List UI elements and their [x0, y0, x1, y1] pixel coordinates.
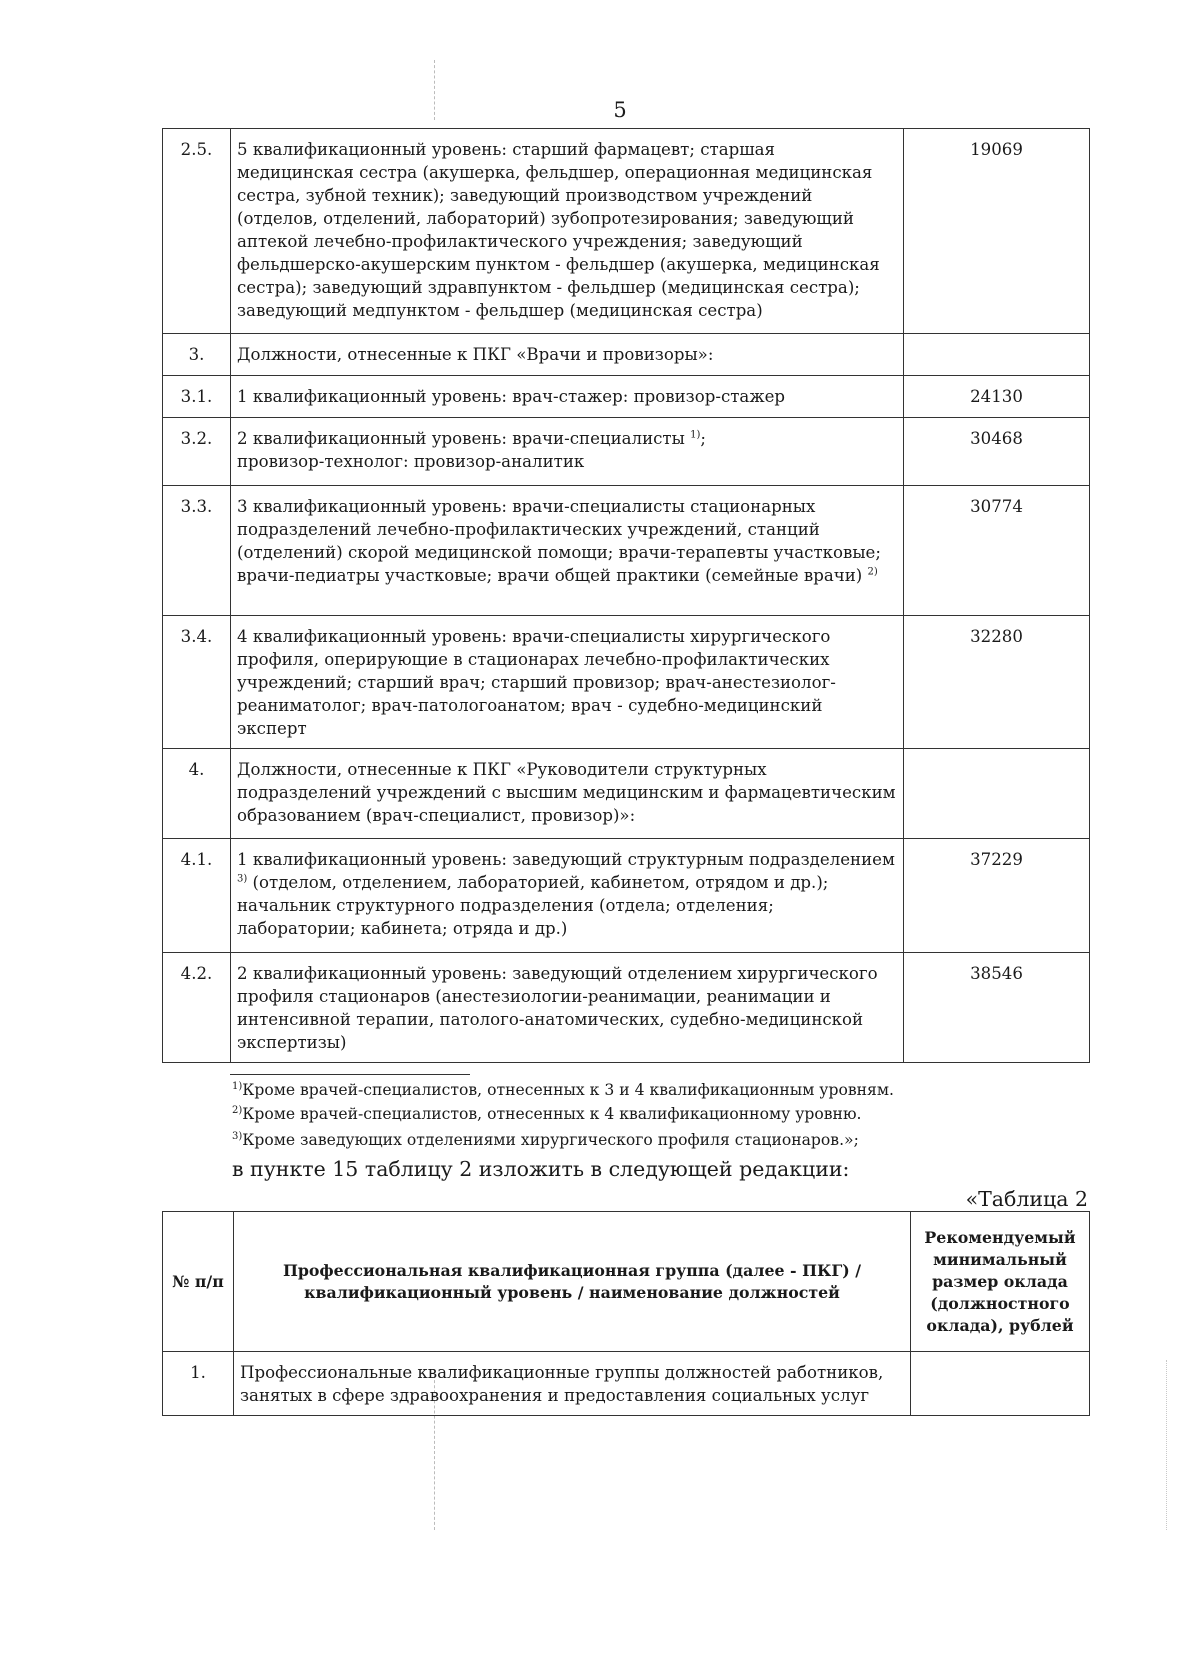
footnote-mark: 1): [232, 1080, 243, 1092]
position-description: 5 квалификационный уровень: старший фармацевт; старшая медицинская сестра (акушерка, фельдшер, операционная медицинская сестра, зубной техник); заведующий производством учреждений (отделов, отделений, лабораторий) зубопротезирования; заведующий аптекой лечебно-профилактического учреждения; заведующий фельдшерско-акушерским пунктом - фельдшер (акушерка, медицинская сестра); заведующий здравпунктом - фельдшер (медицинская сестра); заведующий медпунктом - фельдшер (медицинская сестра): [231, 129, 904, 334]
row-number: 3.: [163, 334, 231, 376]
position-description: [231, 486, 904, 616]
row-number: 3.3.: [163, 486, 231, 616]
row-number: 4.: [163, 749, 231, 839]
footnote-mark: 2): [232, 1104, 243, 1116]
description-text: 3 квалификационный уровень: врачи-специалисты стационарных подразделений лечебно-профилактических учреждений, станций (отделений) скорой медицинской помощи; врачи-терапевты участковые; врачи-педиатры участковые; врачи общей практики (семейные врачи): [237, 497, 881, 585]
footnote: [232, 1080, 894, 1100]
column-header-number: № п/п: [163, 1212, 234, 1352]
salary-value: 30468: [904, 418, 1090, 486]
position-description: Профессиональные квалификационные группы должностей работников, занятых в сфере здравоохранения и предоставления социальных услуг: [234, 1352, 911, 1416]
salary-value: [904, 334, 1090, 376]
row-number: 3.4.: [163, 616, 231, 749]
salary-value: 19069: [904, 129, 1090, 334]
table-row: [163, 486, 1090, 616]
table-header-row: [163, 1212, 1090, 1352]
row-number: 4.1.: [163, 839, 231, 953]
table-row: [163, 839, 1090, 953]
footnote: [232, 1104, 861, 1124]
row-number: 4.2.: [163, 953, 231, 1063]
table-row: [163, 953, 1090, 1063]
footnote-mark: 3): [232, 1130, 243, 1142]
scan-artifact: [1166, 1360, 1167, 1530]
page-number: 5: [613, 98, 627, 122]
footnote: [232, 1130, 859, 1150]
table-row: [163, 418, 1090, 486]
description-text: 2 квалификационный уровень: врачи-специалисты: [237, 429, 685, 448]
description-text: провизор-технолог: провизор-аналитик: [237, 452, 585, 471]
table-row: [163, 616, 1090, 749]
salary-value: [911, 1352, 1090, 1416]
position-description: [231, 839, 904, 953]
row-number: 3.2.: [163, 418, 231, 486]
salary-value: 24130: [904, 376, 1090, 418]
salary-value: 30774: [904, 486, 1090, 616]
column-header-salary: Рекомендуемый минимальный размер оклада (должностного оклада), рублей: [911, 1212, 1090, 1352]
footnote-text: Кроме заведующих отделениями хирургического профиля стационаров.»;: [242, 1131, 859, 1149]
row-number: 3.1.: [163, 376, 231, 418]
footnote-ref: 3): [237, 873, 248, 885]
salary-value: 32280: [904, 616, 1090, 749]
amendment-instruction: в пункте 15 таблицу 2 изложить в следующей редакции:: [232, 1157, 850, 1181]
position-description: 4 квалификационный уровень: врачи-специалисты хирургического профиля, оперирующие в стационарах лечебно-профилактических учреждений; старший врач; старший провизор; врач-анестезиолог-реаниматолог; врач-патологоанатом; врач - судебно-медицинский эксперт: [231, 616, 904, 749]
salary-table-1: [162, 128, 1090, 1063]
row-number: 2.5.: [163, 129, 231, 334]
salary-value: 37229: [904, 839, 1090, 953]
table-row: [163, 376, 1090, 418]
position-description: [231, 418, 904, 486]
description-text: ;: [700, 429, 706, 448]
footnote-divider: [230, 1074, 470, 1075]
position-description: 1 квалификационный уровень: врач-стажер: провизор-стажер: [231, 376, 904, 418]
row-number: 1.: [163, 1352, 234, 1416]
footnote-ref: 1): [690, 429, 701, 441]
position-description: 2 квалификационный уровень: заведующий отделением хирургического профиля стационаров (анестезиологии-реанимации, реанимации и интенсивной терапии, патолого-анатомических, судебно-медицинской экспертизы): [231, 953, 904, 1063]
description-text: (отделом, отделением, лабораторией, кабинетом, отрядом и др.); начальник структурного подразделения (отдела; отделения; лаборатории; кабинета; отряда и др.): [237, 873, 829, 938]
position-description: Должности, отнесенные к ПКГ «Врачи и провизоры»:: [231, 334, 904, 376]
salary-table-2: [162, 1211, 1090, 1416]
table-row: [163, 129, 1090, 334]
footnote-text: Кроме врачей-специалистов, отнесенных к 4 квалификационному уровню.: [242, 1105, 862, 1123]
footnote-text: Кроме врачей-специалистов, отнесенных к 3 и 4 квалификационным уровням.: [242, 1081, 894, 1099]
table-row: [163, 749, 1090, 839]
footnote-ref: 2): [867, 566, 878, 578]
table-row: [163, 1352, 1090, 1416]
salary-value: 38546: [904, 953, 1090, 1063]
table-row: [163, 334, 1090, 376]
description-text: 1 квалификационный уровень: заведующий структурным подразделением: [237, 850, 895, 869]
table-caption: «Таблица 2: [965, 1187, 1088, 1211]
position-description: Должности, отнесенные к ПКГ «Руководители структурных подразделений учреждений с высшим медицинским и фармацевтическим образованием (врач-специалист, провизор)»:: [231, 749, 904, 839]
column-header-group: Профессиональная квалификационная группа (далее - ПКГ) / квалификационный уровень / наименование должностей: [234, 1212, 911, 1352]
salary-value: [904, 749, 1090, 839]
